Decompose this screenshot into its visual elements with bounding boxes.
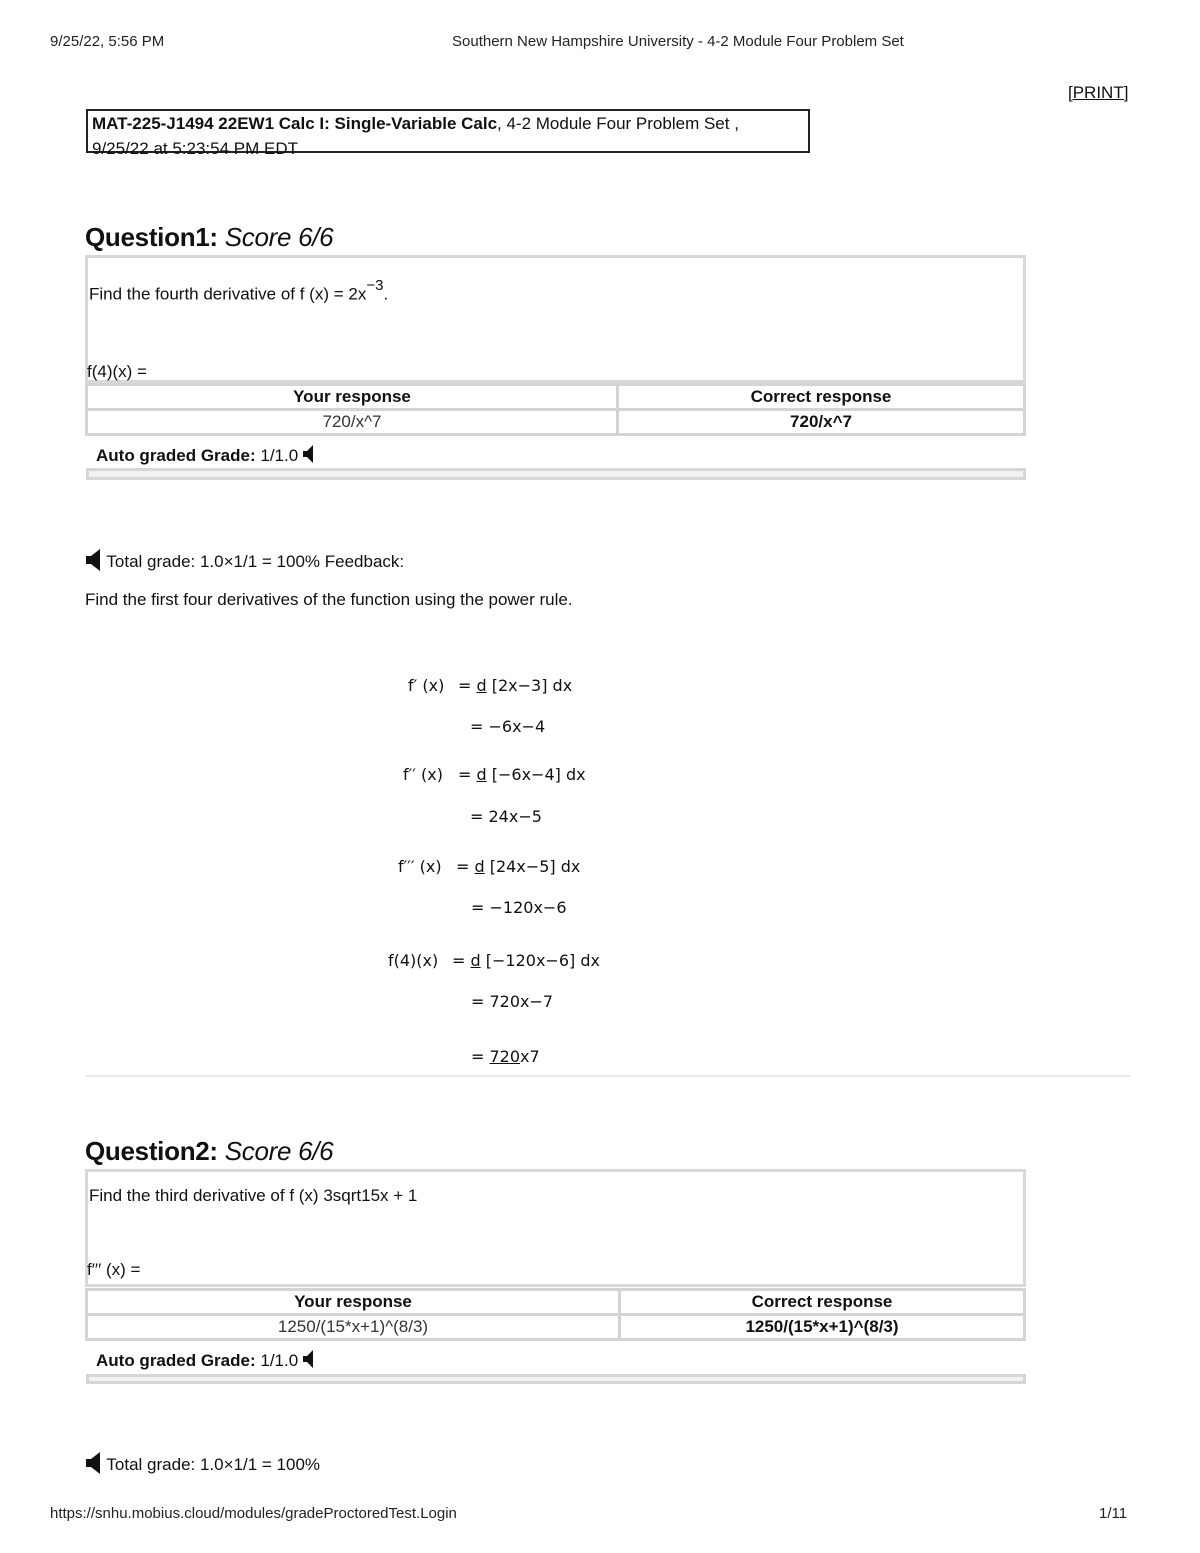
print-timestamp: 9/25/22, 5:56 PM <box>50 33 165 50</box>
question1-score: Score 6/6 <box>224 222 334 252</box>
step3-result: = −120x−6 <box>471 898 567 917</box>
step3-d: d <box>474 857 485 876</box>
step4-eq: = <box>452 951 466 970</box>
question1-grade <box>96 445 313 468</box>
final-numerator: 720 <box>489 1047 521 1066</box>
correct-response-header: Correct response <box>618 385 1025 410</box>
grade-value: 1/1.0 <box>260 1350 299 1370</box>
your-response-value: 720/x^7 <box>87 410 618 435</box>
step3-lhs: f′′′ (x) <box>398 857 442 876</box>
step4-rhs <box>452 951 600 970</box>
final-eq: = <box>471 1047 485 1066</box>
step2-result: = 24x−5 <box>470 807 542 826</box>
correct-response-header: Correct response <box>620 1290 1025 1315</box>
question1-response-table <box>85 383 1026 436</box>
speaker-icon[interactable] <box>303 1350 313 1373</box>
question2-response-table <box>85 1288 1026 1341</box>
grade-label: Auto graded Grade: <box>96 445 256 465</box>
total-grade-text: Total grade: 1.0×1/1 = 100% Feedback: <box>106 551 405 571</box>
question1-label: Question1: <box>85 222 218 252</box>
step4-d: d <box>470 951 481 970</box>
footer-url: https://snhu.mobius.cloud/modules/gradeProctoredTest.Login <box>50 1505 457 1522</box>
step2-expr: [−6x−4] dx <box>491 765 586 784</box>
step3-rhs <box>456 857 580 876</box>
step1-d: d <box>476 676 487 695</box>
total-grade-text: Total grade: 1.0×1/1 = 100% <box>106 1454 321 1474</box>
step2-lhs: f′′ (x) <box>403 765 443 784</box>
course-name: MAT-225-J1494 22EW1 Calc I: Single-Variable Calc <box>92 114 498 133</box>
question1-title <box>85 222 333 253</box>
step1-result: = −6x−4 <box>470 717 546 736</box>
question2-box <box>85 1169 1026 1287</box>
page-title: Southern New Hampshire University - 4-2 Module Four Problem Set <box>452 33 904 50</box>
step1-expr: [2x−3] dx <box>491 676 573 695</box>
step1-lhs: f′ (x) <box>408 676 445 695</box>
step3-eq: = <box>456 857 470 876</box>
step2-eq: = <box>458 765 472 784</box>
question2-grade <box>96 1350 313 1373</box>
question1-exponent: −3 <box>366 277 384 294</box>
speaker-icon[interactable] <box>303 445 313 468</box>
section-separator <box>86 1075 1130 1077</box>
your-response-header: Your response <box>87 385 618 410</box>
step2-d: d <box>476 765 487 784</box>
question2-answer-label: f′′′ (x) = <box>87 1260 141 1279</box>
question2-title <box>85 1136 333 1167</box>
speaker-icon[interactable] <box>86 549 102 576</box>
correct-response-value: 1250/(15*x+1)^(8/3) <box>620 1315 1025 1340</box>
feedback-text: Find the first four derivatives of the function using the power rule. <box>85 590 573 609</box>
question1-prompt <box>89 277 389 305</box>
correct-response-value: 720/x^7 <box>618 410 1025 435</box>
step4-result: = 720x−7 <box>471 992 554 1011</box>
print-link[interactable]: [PRINT] <box>1068 83 1129 102</box>
grade-label: Auto graded Grade: <box>96 1350 256 1370</box>
question1-box <box>85 255 1026 383</box>
question2-prompt: Find the third derivative of f (x) 3sqrt15x + 1 <box>89 1186 418 1205</box>
grade-value: 1/1.0 <box>260 445 299 465</box>
page-number: 1/11 <box>1099 1505 1128 1522</box>
question1-divider-bar <box>86 468 1026 480</box>
step1-eq: = <box>458 676 472 695</box>
step4-lhs: f(4)(x) <box>388 951 439 970</box>
speaker-icon[interactable] <box>86 1452 102 1479</box>
question1-answer-label: f(4)(x) = <box>87 362 147 381</box>
course-assignment: , 4-2 Module Four Problem Set , <box>497 114 739 133</box>
course-date: 9/25/22 at 5:23:54 PM EDT <box>92 139 299 158</box>
question2-label: Question2: <box>85 1136 218 1166</box>
question1-prompt-end: . <box>383 284 389 304</box>
question1-total-grade <box>86 549 404 576</box>
final-result <box>471 1047 540 1066</box>
step1-rhs <box>458 676 572 695</box>
step2-rhs <box>458 765 586 784</box>
step3-expr: [24x−5] dx <box>489 857 581 876</box>
question2-score: Score 6/6 <box>224 1136 334 1166</box>
final-rest: x7 <box>520 1047 540 1066</box>
course-info-box <box>86 109 810 158</box>
your-response-value: 1250/(15*x+1)^(8/3) <box>87 1315 620 1340</box>
your-response-header: Your response <box>87 1290 620 1315</box>
question2-divider-bar <box>86 1374 1026 1384</box>
question1-prompt-text: Find the fourth derivative of f (x) = 2x <box>89 284 367 304</box>
step4-expr: [−120x−6] dx <box>485 951 600 970</box>
question2-total-grade <box>86 1452 320 1479</box>
